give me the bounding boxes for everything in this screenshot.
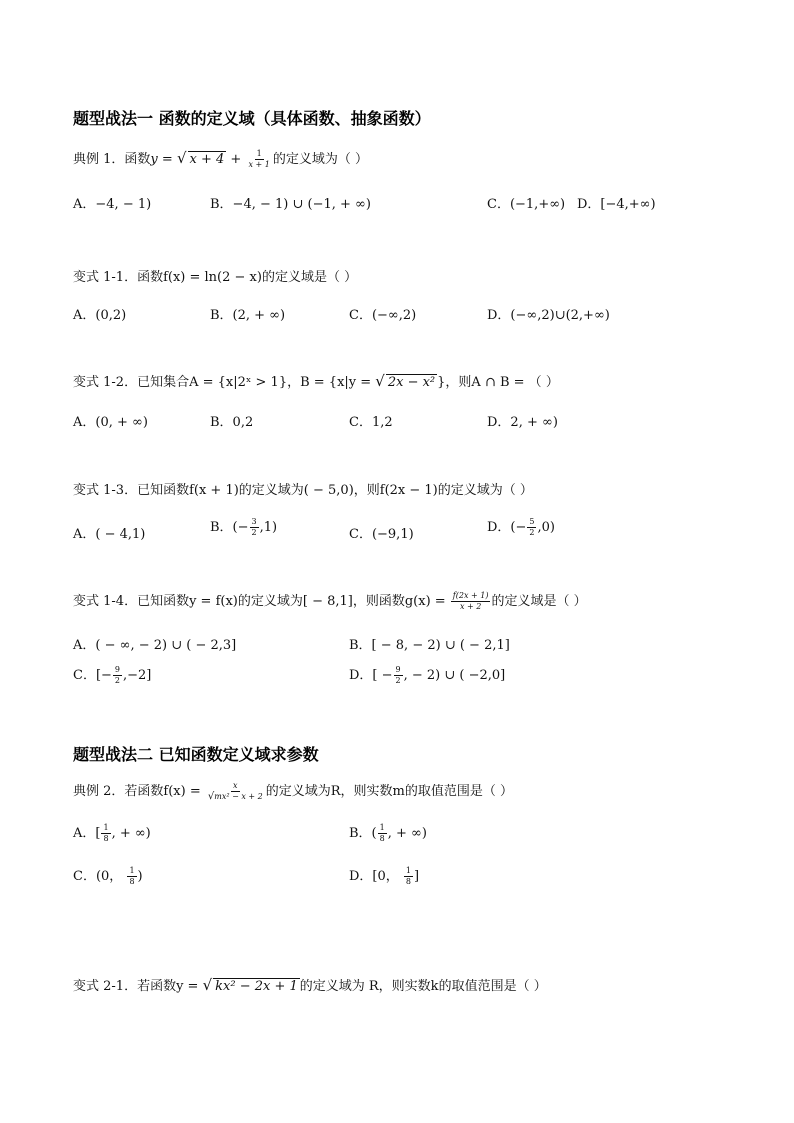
option-a: A．−4, − 1)	[73, 197, 152, 212]
option-text: C．[−	[73, 668, 112, 683]
radical-sign-icon: √	[375, 372, 385, 390]
fraction-numerator: 3	[251, 517, 257, 526]
option-a: A．( − 4,1)	[73, 527, 146, 542]
radicand: x + 4	[189, 152, 225, 167]
option-text: , + ∞)	[387, 826, 427, 841]
variant-1-4-stem	[73, 590, 587, 612]
option-d: D．[−4,+∞)	[577, 197, 656, 212]
math-var: y	[150, 152, 158, 167]
stem-text: 函数	[124, 152, 151, 167]
variant-label: 变式 1-3．	[73, 483, 138, 498]
fraction-numerator: 5	[529, 517, 535, 526]
fraction-numerator: x	[233, 781, 238, 790]
example-1-stem	[73, 148, 368, 170]
fraction	[378, 823, 387, 844]
fraction	[206, 781, 265, 802]
option-text: D．[ −	[349, 668, 393, 683]
fraction-denominator: 2	[529, 528, 535, 537]
fraction	[250, 517, 259, 538]
radical-sign-icon: √	[202, 976, 213, 994]
option-text: D．(−	[487, 520, 527, 535]
option-c	[73, 664, 151, 686]
option-text: C．(0，	[73, 869, 127, 884]
stem-text: 的定义域为 R，则实数k的取值范围是（ ）	[299, 979, 547, 994]
fraction	[127, 866, 136, 887]
example-label: 典例 2．	[73, 784, 125, 799]
option-d	[487, 516, 555, 538]
stem-text: 的定义域为R，则实数m的取值范围是（ ）	[265, 784, 513, 799]
fraction-denominator	[206, 792, 265, 802]
stem-text: 的定义域为（ ）	[272, 152, 368, 167]
option-text: )	[137, 869, 143, 884]
option-b: B．0,2	[210, 415, 254, 430]
option-c: C．1,2	[349, 415, 393, 430]
example-2-stem	[73, 780, 513, 802]
section-title-1: 题型战法一 函数的定义域（具体函数、抽象函数）	[73, 109, 431, 128]
fraction-numerator: 1	[256, 149, 262, 158]
variant-label: 变式 1-1．	[73, 270, 138, 285]
stem-text: =	[157, 152, 177, 167]
option-b	[210, 516, 277, 538]
fraction-numerator: 1	[129, 866, 135, 875]
fraction-denominator: x + 1	[248, 160, 270, 169]
fraction-numerator: 9	[114, 665, 121, 674]
option-c: C．(−∞,2)	[349, 308, 417, 323]
variant-1-1-stem	[73, 266, 357, 285]
option-text: , + ∞)	[111, 826, 151, 841]
radicand: kx² − 2x + 1	[215, 979, 298, 994]
fraction-denominator: 2	[251, 528, 257, 537]
option-b: B．(2, + ∞)	[210, 308, 286, 323]
option-text: B．(	[349, 826, 377, 841]
fraction-numerator: 9	[395, 665, 401, 674]
variant-label: 变式 1-4．	[73, 594, 138, 609]
fraction-denominator: 8	[379, 834, 385, 843]
option-text: , − 2) ∪ ( −2,0]	[403, 668, 506, 683]
fraction-denominator: x + 2	[459, 602, 482, 611]
variant-label: 变式 1-2．	[73, 375, 138, 390]
fraction	[113, 665, 122, 686]
option-text: ,−2]	[123, 668, 152, 683]
option-a	[73, 822, 151, 844]
fraction	[404, 866, 413, 887]
option-c: C．(−9,1)	[349, 527, 414, 542]
stem-text: 函数f(x) = ln(2 − x)的定义域是（ ）	[137, 270, 358, 285]
option-c	[73, 865, 143, 887]
fraction	[527, 517, 536, 538]
fraction-denominator: 8	[129, 877, 135, 886]
option-b: B．−4, − 1) ∪ (−1, + ∞)	[210, 197, 371, 212]
stem-text: +	[226, 152, 246, 167]
stem-text: }，则A ∩ B = （ ）	[437, 375, 559, 390]
fraction-numerator: 1	[405, 866, 411, 875]
option-text: B．(−	[210, 520, 249, 535]
radical-sign-icon: √	[176, 149, 187, 167]
fraction	[451, 591, 491, 612]
radical-sign-icon: √	[207, 791, 215, 802]
option-text: A．[	[73, 826, 101, 841]
fraction-numerator: 1	[379, 823, 385, 832]
fraction-denominator: 2	[114, 676, 121, 685]
option-d: D．(−∞,2)∪(2,+∞)	[487, 308, 610, 323]
variant-label: 变式 2-1．	[73, 979, 138, 994]
stem-text: 已知集合A = {x|2ˣ > 1}，B = {x|y =	[137, 375, 376, 390]
option-text: D．[0，	[349, 869, 403, 884]
variant-1-2-stem	[73, 371, 559, 390]
stem-text: 的定义域是（ ）	[491, 594, 587, 609]
option-b	[349, 822, 427, 844]
fraction	[101, 823, 110, 844]
option-d	[349, 865, 419, 887]
option-c: C．(−1,+∞)	[487, 197, 566, 212]
option-text: ]	[414, 869, 420, 884]
option-text: ,0)	[537, 520, 555, 535]
radicand: mx² − x + 2	[214, 792, 263, 801]
variant-2-1-stem	[73, 975, 547, 994]
fraction	[394, 665, 403, 686]
stem-text: 已知函数f(x + 1)的定义域为( − 5,0)，则f(2x − 1)的定义域为（ ）	[137, 483, 533, 498]
stem-text: 若函数f(x) =	[124, 784, 205, 799]
fraction-numerator: 1	[103, 823, 109, 832]
example-label: 典例 1．	[73, 152, 125, 167]
option-b: B．[ − 8, − 2) ∪ ( − 2,1]	[349, 638, 510, 653]
fraction	[246, 149, 271, 170]
option-d	[349, 664, 505, 686]
stem-text: 若函数y =	[137, 979, 203, 994]
stem-text: 已知函数y = f(x)的定义域为[ − 8,1]，则函数g(x) =	[137, 594, 450, 609]
section-title-2: 题型战法二 已知函数定义域求参数	[73, 745, 319, 764]
option-a: A．(0, + ∞)	[73, 415, 148, 430]
fraction-denominator: 2	[395, 676, 401, 685]
fraction-numerator: f(2x + 1)	[452, 591, 489, 600]
option-d: D．2, + ∞)	[487, 415, 558, 430]
option-text: ,1)	[259, 520, 278, 535]
option-a: A．(0,2)	[73, 308, 127, 323]
option-a: A．( − ∞, − 2) ∪ ( − 2,3]	[73, 638, 237, 653]
radicand: 2x − x²	[387, 375, 436, 390]
fraction-denominator: 8	[103, 834, 109, 843]
fraction-denominator: 8	[405, 877, 411, 886]
variant-1-3-stem	[73, 479, 533, 498]
